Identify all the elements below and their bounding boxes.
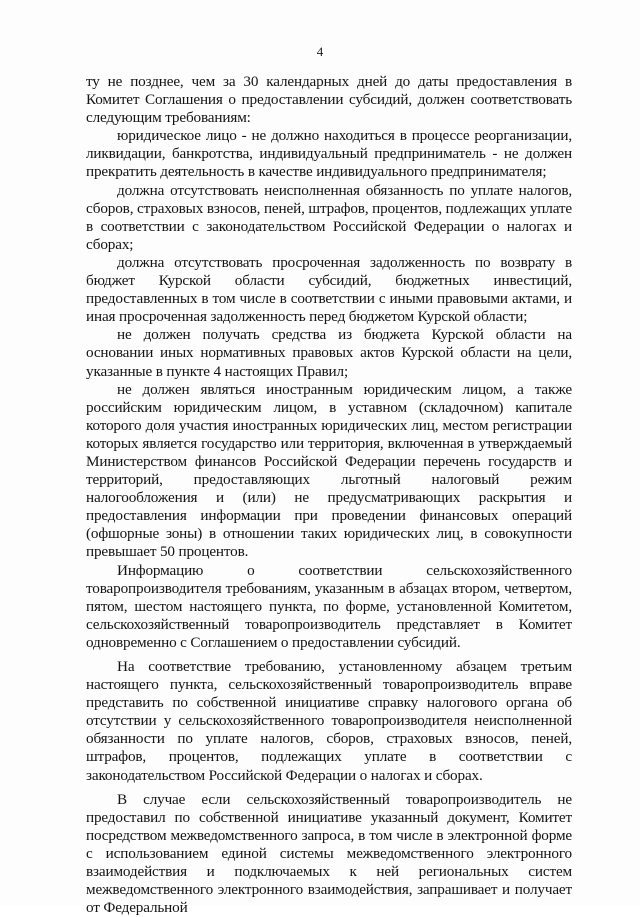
page-number: 4 [316,44,324,59]
paragraph: Информацию о соответствии сельскохозяйственного товаропроизводителя требованиям, указанным в абзацах втором, четвертом, пятом, шестом настоящего пункта, по форме, установленной Комитетом, сельскохозяйственный товаропроизводитель представляет в Комитет одновременно с Соглашением о предоставлении субсидий. [86,561,572,651]
paragraph: юридическое лицо - не должно находиться в процессе реорганизации, ликвидации, банкротства, индивидуальный предприниматель - не должен прекратить деятельность в качестве индивидуального предпринимателя; [86,127,572,181]
document-body [86,73,572,917]
paragraph: В случае если сельскохозяйственный товаропроизводитель не предоставил по собственной инициативе указанный документ, Комитет посредством межведомственного запроса, в том числе в электронной форме с использованием единой системы межведомственного электронного взаимодействия и подключаемых к ней региональных систем межведомственного электронного взаимодействия, запрашивает и получает от Федеральной [86,790,572,917]
paragraph: ту не позднее, чем за 30 календарных дней до даты предоставления в Комитет Соглашения о предоставлении субсидий, должен соответствовать следующим требованиям: [86,73,572,127]
paragraph: должна отсутствовать просроченная задолженность по возврату в бюджет Курской области субсидий, бюджетных инвестиций, предоставленных в том числе в соответствии с иными правовыми актами, и иная просроченная задолженность перед бюджетом Курской области; [86,253,572,326]
paragraph: не должен являться иностранным юридическим лицом, а также российским юридическим лицом, в уставном (складочном) капитале которого доля участия иностранных юридических лиц, местом регистрации которых является государство или территория, включенная в утверждаемый Министерством финансов Российской Федерации перечень государств и территорий, предоставляющих льготный налоговый режим налогообложения и (или) не предусматривающих раскрытия и предоставления информации при проведении финансовых операций (офшорные зоны) в отношении таких юридических лиц, в совокупности превышает 50 процентов. [86,380,572,561]
paragraph: должна отсутствовать неисполненная обязанность по уплате налогов, сборов, страховых взносов, пеней, штрафов, процентов, подлежащих уплате в соответствии с законодательством Российской Федерации о налогах и сборах; [86,181,572,253]
paragraph: На соответствие требованию, установленному абзацем третьим настоящего пункта, сельскохозяйственный товаропроизводитель вправе представить по собственной инициативе справку налогового органа об отсутствии у сельскохозяйственного товаропроизводителя неисполненной обязанности по уплате налогов, сборов, страховых взносов, пеней, штрафов, процентов, подлежащих уплате в соответствии с законодательством Российской Федерации о налогах и сборах. [86,658,572,784]
paragraph: не должен получать средства из бюджета Курской области на основании иных нормативных правовых актов Курской области на цели, указанные в пункте 4 настоящих Правил; [86,326,572,380]
